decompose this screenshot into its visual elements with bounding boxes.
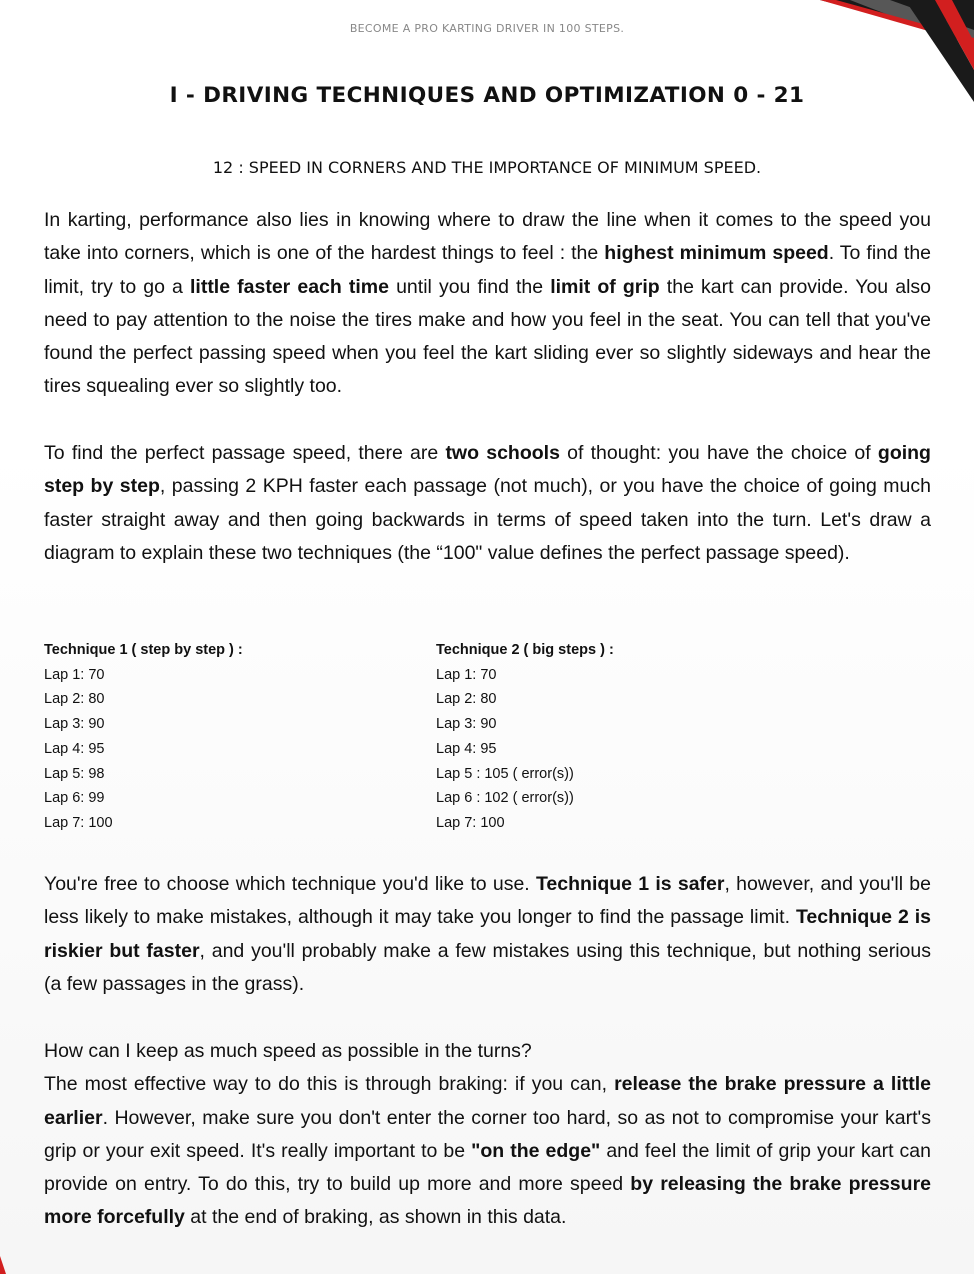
lap-line: Lap 2: 80 <box>436 691 497 708</box>
lap-line: Lap 7: 100 <box>44 814 113 831</box>
text-run: . To find the limit, try to go a <box>44 242 932 298</box>
text-run: , and you'll probably make a few mistakes using this technique, but nothing serious (a few passages in the grass). <box>44 939 931 995</box>
bold-run: two schools <box>445 442 560 464</box>
text-run: You're free to choose which technique you'd like to use. <box>44 873 536 895</box>
lap-line: Lap 4: 95 <box>44 740 105 757</box>
bold-run: Technique 1 is safer <box>535 873 725 895</box>
text-run: at the end of braking, as shown in this data. <box>184 1206 567 1229</box>
technique-1-list <box>44 638 384 836</box>
technique-2-list <box>436 638 776 836</box>
text-run: In karting, performance also lies in knowing where to draw the line when it comes to the speed you take into corners, which is one of the hardest things to feel : the <box>44 209 931 265</box>
bold-run: highest minimum speed <box>604 242 829 265</box>
running-head: BECOME A PRO KARTING DRIVER IN 100 STEPS. <box>349 22 625 35</box>
lap-line: Lap 3: 90 <box>436 716 497 733</box>
bold-run: Technique 2 is riskier but faster <box>44 906 931 962</box>
bold-run: little faster each time <box>189 275 389 298</box>
section-title: 12 : SPEED IN CORNERS AND THE IMPORTANCE OF MINIMUM SPEED. <box>212 158 762 177</box>
lap-line: Lap 4: 95 <box>436 740 497 757</box>
text-run: , passing 2 KPH faster each passage (not much), or you have the choice of going much faster straight away and then going backwards in terms of speed taken into the turn. Let's draw a diagram to explain these two techniques (the “100" value defines the perfect passage speed). <box>44 475 931 564</box>
lap-line: Lap 1: 70 <box>436 666 497 683</box>
text-run: of thought: you have the choice of <box>559 442 878 464</box>
text-run: the kart can provide. You also need to pay attention to the noise the tires make and how you feel in the seat. You can tell that you've found the perfect passing speed when you feel the kart sliding ever so slightly sideways and hear the tires squealing ever so slightly too. <box>44 275 932 398</box>
bold-run: by releasing the brake pressure more forcefully <box>44 1173 932 1229</box>
text-run: The most effective way to do this is through braking: if you can, <box>44 1073 615 1096</box>
bold-run: release the brake pressure a little earlier <box>44 1073 932 1129</box>
paragraph-two-schools <box>44 437 931 570</box>
question-line: How can I keep as much speed as possible in the turns? <box>44 1040 532 1062</box>
bold-run: "on the edge" <box>471 1139 601 1162</box>
lap-line: Lap 5 : 105 ( error(s)) <box>436 765 574 782</box>
paragraph-technique-choice <box>44 868 931 1001</box>
technique-1-heading: Technique 1 ( step by step ) : <box>44 642 243 658</box>
lap-line: Lap 6 : 102 ( error(s)) <box>436 790 574 807</box>
text-run: , however, and you'll be less likely to make mistakes, although it may take you longer to find the passage limit. <box>44 873 931 929</box>
lap-line: Lap 2: 80 <box>44 691 105 708</box>
lap-line: Lap 3: 90 <box>44 716 105 733</box>
technique-2-heading: Technique 2 ( big steps ) : <box>436 642 614 658</box>
text-run: until you find the <box>389 275 551 298</box>
chapter-title: I - DRIVING TECHNIQUES AND OPTIMIZATION 0 - 21 <box>169 83 805 108</box>
lap-line: Lap 5: 98 <box>44 765 105 782</box>
paragraph-braking <box>44 1035 931 1235</box>
bold-run: going step by step <box>44 442 931 498</box>
text-run: To find the perfect passage speed, there are <box>44 442 446 464</box>
text-run: and feel the limit of grip your kart can provide on entry. To do this, try to build up more and more speed <box>44 1139 931 1196</box>
text-run: . However, make sure you don't enter the corner too hard, so as not to compromise your kart's grip or your exit speed. It's really important to be <box>44 1106 931 1162</box>
lap-line: Lap 6: 99 <box>44 790 105 807</box>
lap-line: Lap 7: 100 <box>436 814 505 831</box>
paragraph-grip-limit <box>44 204 931 404</box>
lap-line: Lap 1: 70 <box>44 666 105 683</box>
bold-run: limit of grip <box>550 275 660 298</box>
